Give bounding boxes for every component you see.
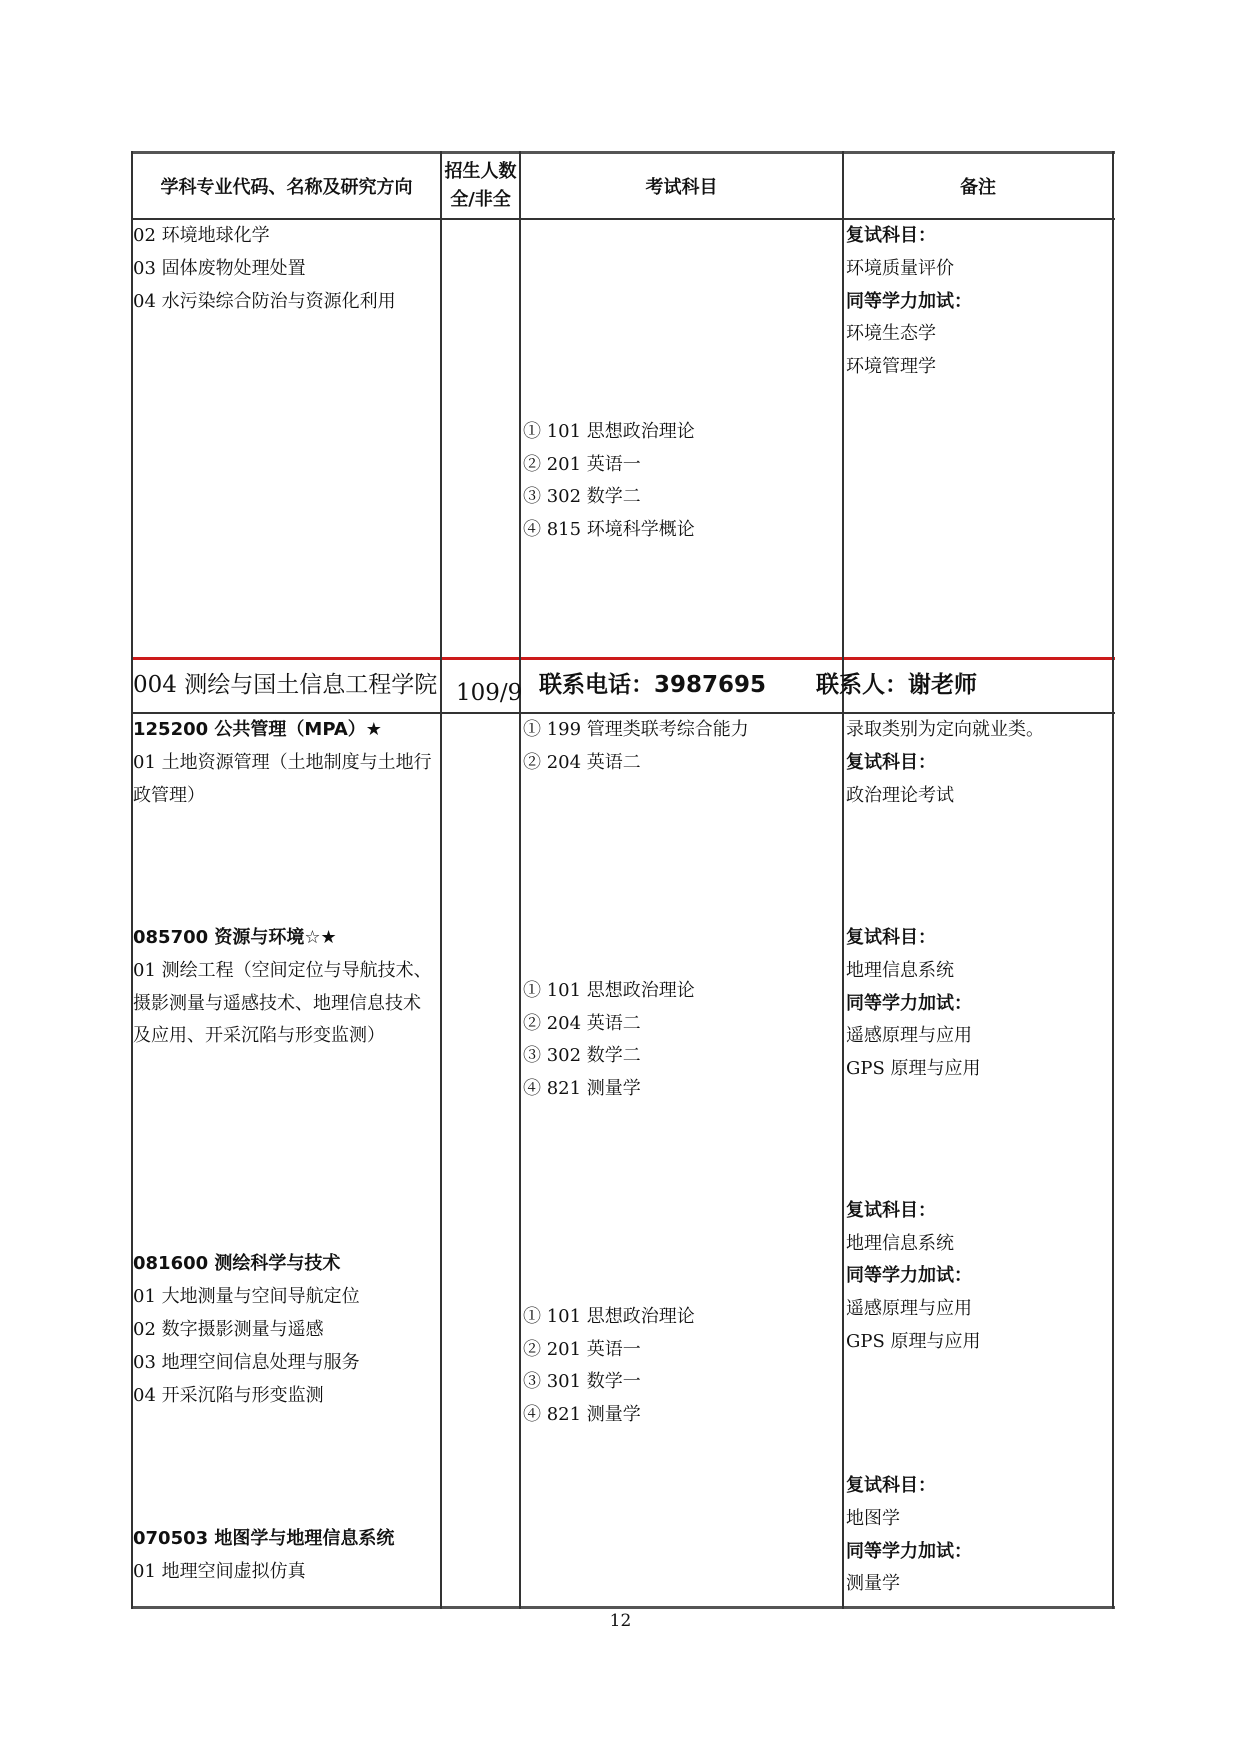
- exam-subject: ③ 301 数学一: [523, 1371, 641, 1392]
- direction-line: 摄影测量与遥感技术、地理信息技术: [133, 993, 421, 1014]
- note-line: 同等学力加试：: [846, 291, 972, 312]
- note-line: 同等学力加试：: [846, 1265, 972, 1286]
- note-line: 同等学力加试：: [846, 1541, 972, 1562]
- direction-line: 01 土地资源管理（土地制度与土地行: [133, 752, 432, 773]
- note-line: 地理信息系统: [846, 960, 954, 981]
- direction-line: 04 开采沉陷与形变监测: [133, 1385, 324, 1406]
- college-phone: 联系电话：3987695: [539, 672, 767, 698]
- exam-subject: ② 204 英语二: [523, 752, 641, 773]
- note-line: 复试科目：: [846, 225, 936, 246]
- college-bottom-border: [131, 712, 1115, 714]
- note-line: 同等学力加试：: [846, 993, 972, 1014]
- enrollment-table: [131, 151, 1115, 1609]
- col-border-3: [842, 151, 844, 1609]
- header-col-notes: 备注: [960, 177, 996, 198]
- exam-subject: ① 199 管理类联考综合能力: [523, 719, 749, 740]
- major-title: 070503 地图学与地理信息系统: [133, 1528, 395, 1549]
- note-line: GPS 原理与应用: [846, 1058, 981, 1079]
- direction-line: 03 地理空间信息处理与服务: [133, 1352, 360, 1373]
- college-contact-person: 联系人：谢老师: [816, 672, 977, 698]
- note-line: 地理信息系统: [846, 1233, 954, 1254]
- direction-line: 03 固体废物处理处置: [133, 258, 306, 279]
- direction-line: 01 地理空间虚拟仿真: [133, 1561, 306, 1582]
- exam-subject: ④ 821 测量学: [523, 1404, 641, 1425]
- direction-line: 01 大地测量与空间导航定位: [133, 1286, 360, 1307]
- major-title: 085700 资源与环境☆★: [133, 927, 337, 948]
- college-top-border: [131, 657, 1115, 660]
- header-bottom-border: [131, 218, 1115, 220]
- exam-subject: ① 101 思想政治理论: [523, 1306, 695, 1327]
- note-line: 遥感原理与应用: [846, 1298, 972, 1319]
- exam-subject: ④ 815 环境科学概论: [523, 519, 695, 540]
- note-line: 环境质量评价: [846, 258, 954, 279]
- college-name: 004 测绘与国土信息工程学院: [133, 672, 438, 698]
- exam-subject: ④ 821 测量学: [523, 1078, 641, 1099]
- note-line: 复试科目：: [846, 752, 936, 773]
- note-line: GPS 原理与应用: [846, 1331, 981, 1352]
- col-border-right: [1112, 151, 1114, 1609]
- header-col-quota: [442, 154, 519, 218]
- note-line: 复试科目：: [846, 927, 936, 948]
- exam-subject: ① 101 思想政治理论: [523, 980, 695, 1001]
- header-col-major: 学科专业代码、名称及研究方向: [160, 177, 413, 198]
- direction-line: 01 测绘工程（空间定位与导航技术、: [133, 960, 432, 981]
- exam-subject: ② 201 英语一: [523, 1339, 641, 1360]
- direction-line: 及应用、开采沉陷与形变监测）: [133, 1025, 385, 1046]
- col-border-1: [440, 151, 442, 1609]
- col-border-2: [519, 151, 521, 1609]
- header-col-exams: 考试科目: [645, 177, 718, 198]
- direction-line: 02 环境地球化学: [133, 225, 270, 246]
- note-line: 地图学: [846, 1508, 900, 1529]
- header-quota-line1: 招生人数: [444, 161, 517, 182]
- major-title: 125200 公共管理（MPA）★: [133, 719, 382, 740]
- major-title: 081600 测绘科学与技术: [133, 1253, 341, 1274]
- college-quota: 109/9: [456, 680, 523, 706]
- header-quota-line2: 全/非全: [450, 189, 511, 210]
- exam-subject: ② 204 英语二: [523, 1013, 641, 1034]
- note-line: 环境生态学: [846, 323, 936, 344]
- note-line: 复试科目：: [846, 1200, 936, 1221]
- exam-subject: ② 201 英语一: [523, 454, 641, 475]
- note-line: 复试科目：: [846, 1475, 936, 1496]
- note-line: 遥感原理与应用: [846, 1025, 972, 1046]
- note-line: 政治理论考试: [846, 785, 954, 806]
- direction-line: 04 水污染综合防治与资源化利用: [133, 291, 396, 312]
- table-bottom-border: [131, 1606, 1115, 1609]
- exam-subject: ③ 302 数学二: [523, 1045, 641, 1066]
- note-line: 测量学: [846, 1573, 900, 1594]
- direction-line: 政管理）: [133, 785, 205, 806]
- page-number: 12: [609, 1611, 632, 1631]
- exam-subject: ③ 302 数学二: [523, 486, 641, 507]
- exam-subject: ① 101 思想政治理论: [523, 421, 695, 442]
- note-line: 环境管理学: [846, 356, 936, 377]
- note-line: 录取类别为定向就业类。: [846, 719, 1044, 740]
- direction-line: 02 数字摄影测量与遥感: [133, 1319, 324, 1340]
